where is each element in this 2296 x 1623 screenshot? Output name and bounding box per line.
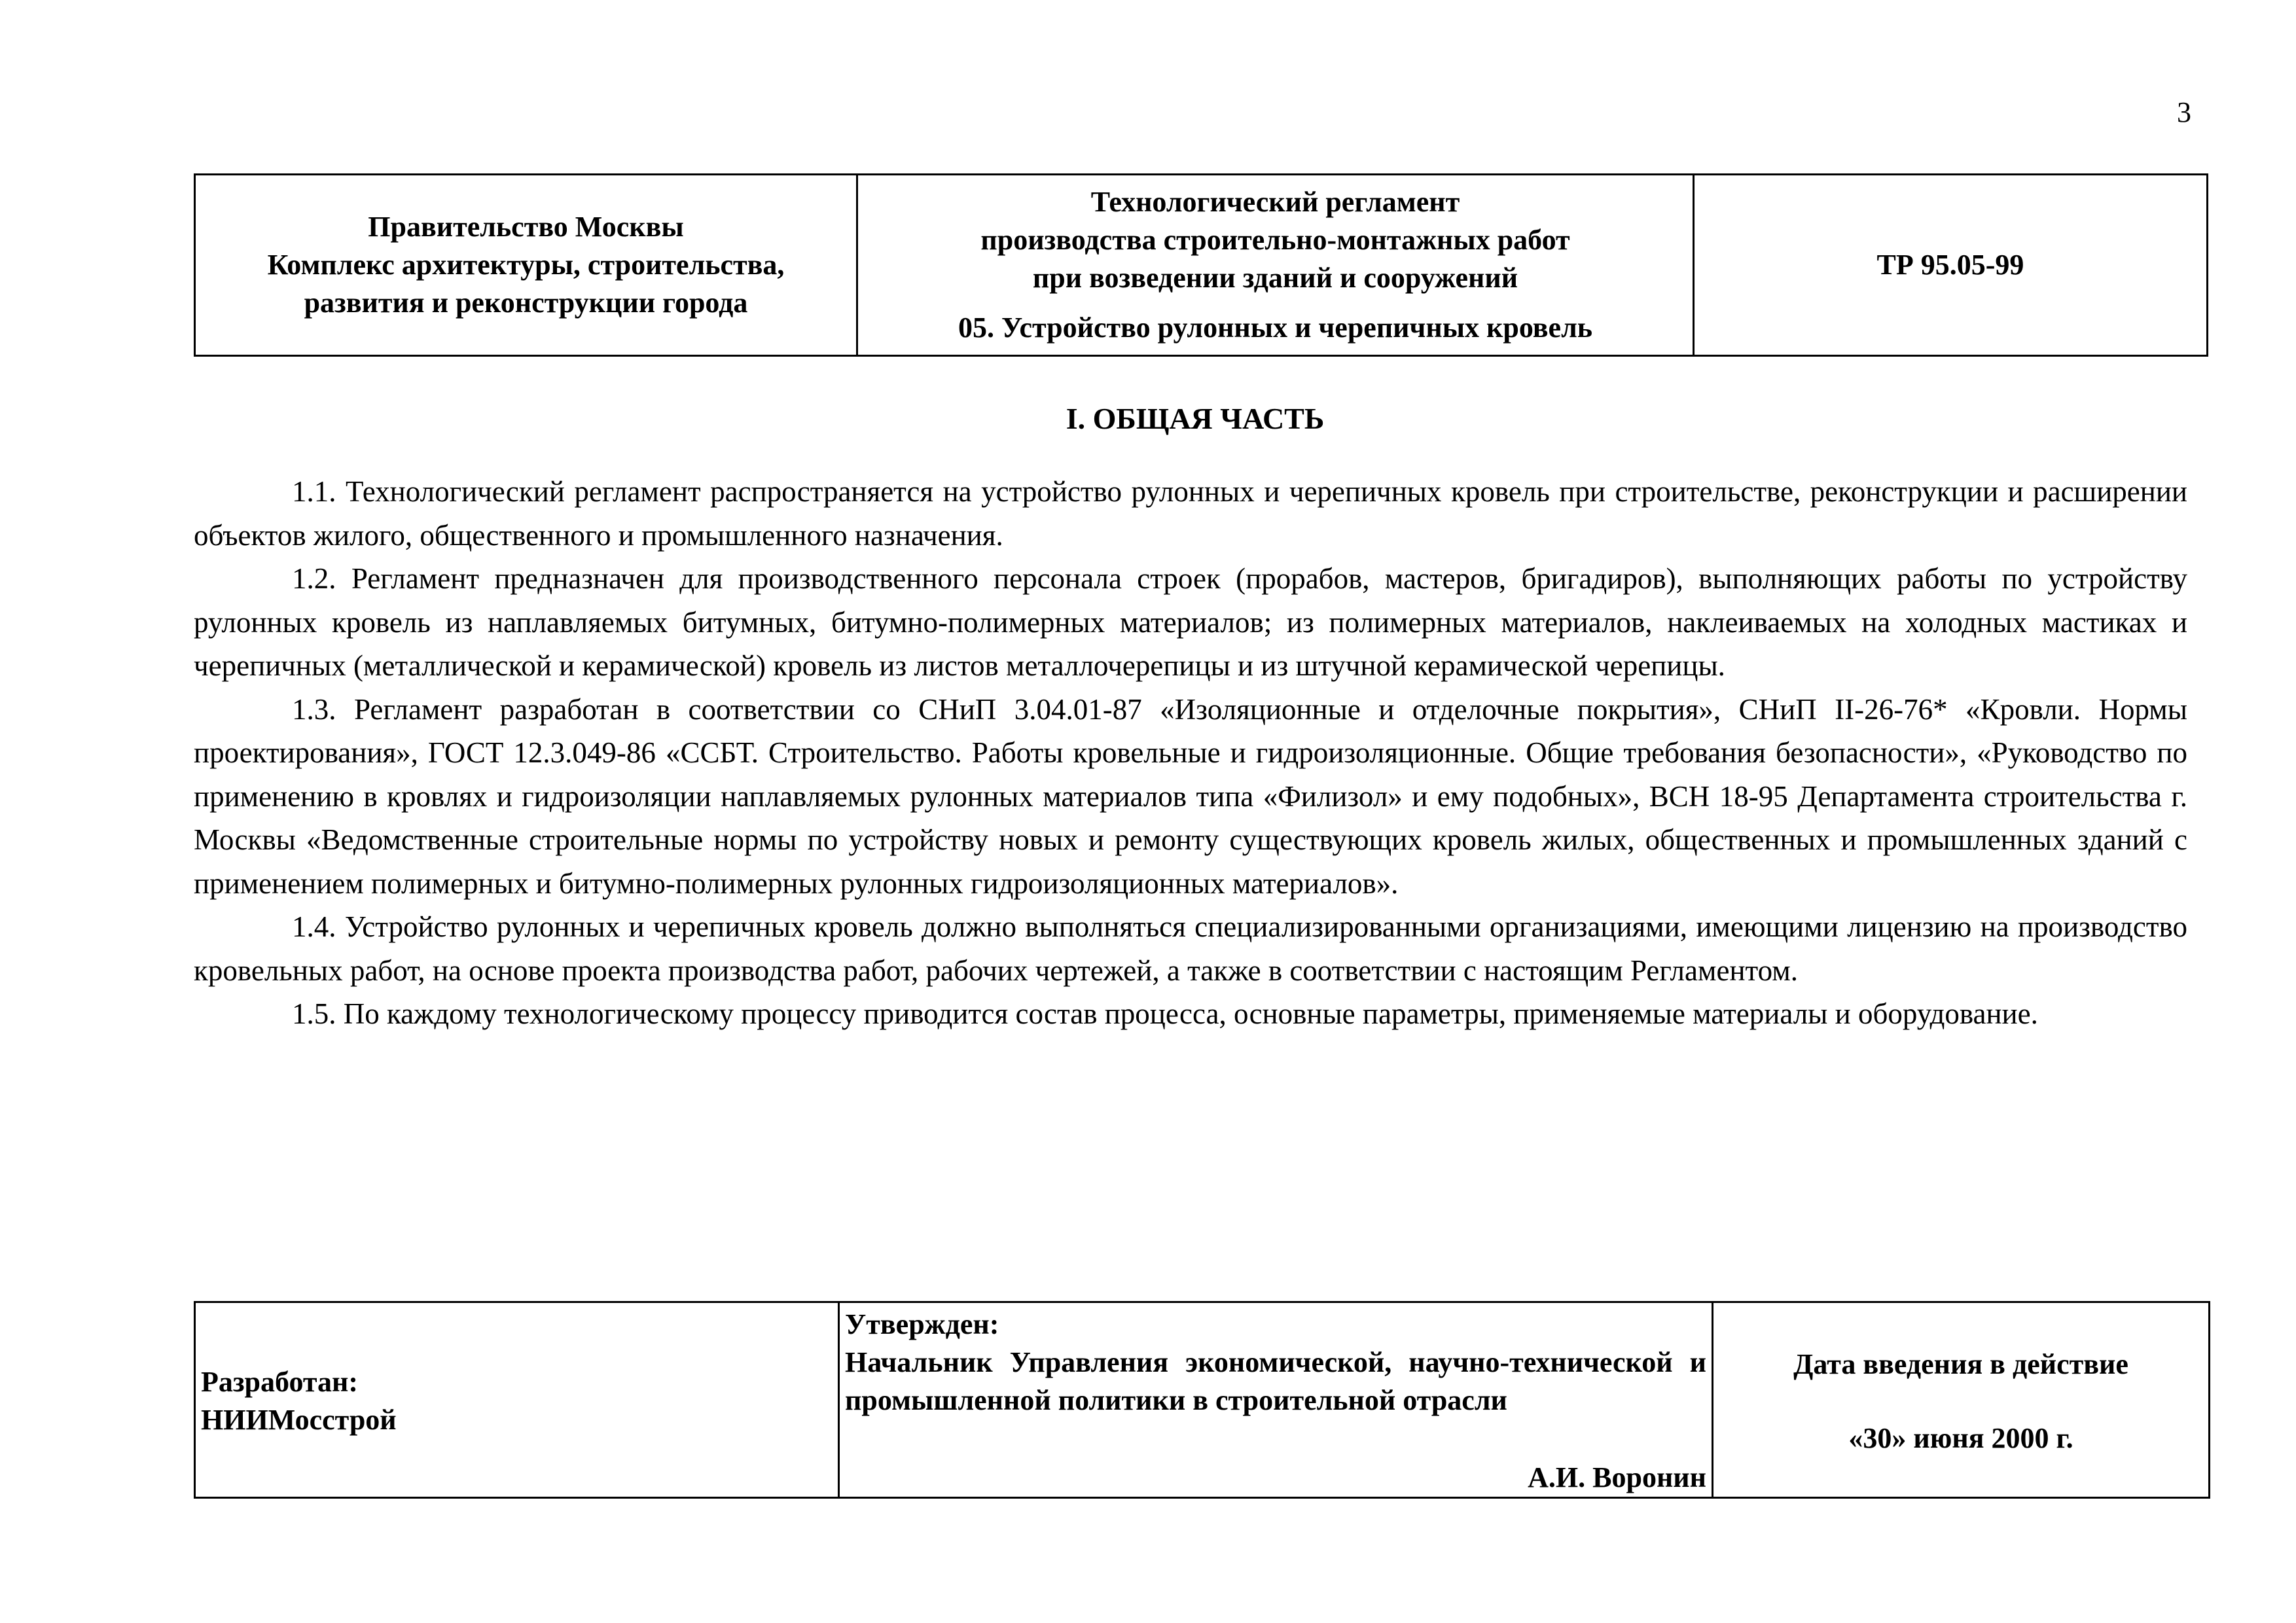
- paragraph: 1.2. Регламент предназначен для производственного персонала строек (прорабов, мастеров, бригадиров), выполняющих работы по устройству рулонных кровель из наплавляемых битумных, битумно-полимерных материалов; из полимерных материалов, наклеиваемых на холодных мастиках и черепичных (металлической и керамической) кровель из листов металлочерепицы и из штучной керамической черепицы.: [194, 562, 2187, 682]
- document-header-table: [194, 173, 2208, 357]
- approver-position: Начальник Управления экономической, научно-технической и промышленной политики в строительной отрасли: [845, 1346, 1706, 1416]
- paragraph: 1.3. Регламент разработан в соответствии со СНиП 3.04.01-87 «Изоляционные и отделочные покрытия», СНиП II-26-76* «Кровли. Нормы проектирования», ГОСТ 12.3.049-86 «ССБТ. Строительство. Работы кровельные и гидроизоляционные. Общие требования безопасности», «Руководство по применению в кровлях и гидроизоляции наплавляемых рулонных материалов типа «Филизол» и ему подобных», ВСН 18-95 Департамента строительства г. Москвы «Ведомственные строительные нормы по устройству новых и ремонту существующих кровель жилых, общественных и промышленных зданий с применением полимерных и битумно-полимерных рулонных гидроизоляционных материалов».: [194, 692, 2187, 900]
- document-code: ТР 95.05-99: [1694, 175, 2208, 356]
- approver-name: А.И. Воронин: [1528, 1461, 1706, 1493]
- document-title-line: при возведении зданий и сооружений: [1032, 262, 1518, 294]
- document-footer-table: [194, 1301, 2210, 1499]
- approval-cell: [839, 1302, 1713, 1498]
- section-heading: I. ОБЩАЯ ЧАСТЬ: [1066, 402, 1325, 435]
- body-text: [194, 470, 2187, 1036]
- document-title-cell: [857, 175, 1694, 356]
- paragraph: 1.5. По каждому технологическому процессу приводится состав процесса, основные параметры, применяемые материалы и оборудование.: [292, 997, 2038, 1030]
- document-title-line: Технологический регламент: [1090, 186, 1460, 218]
- effective-date-label: Дата введения в действие: [1793, 1347, 2128, 1380]
- document-title-line: производства строительно-монтажных работ: [980, 224, 1570, 256]
- organization-line: Правительство Москвы: [368, 211, 684, 243]
- organization-line: Комплекс архитектуры, строительства,: [267, 249, 785, 281]
- developer-name: НИИМосстрой: [201, 1404, 397, 1436]
- organization-cell: [195, 175, 857, 356]
- effective-date-value: «30» июня 2000 г.: [1848, 1421, 2073, 1454]
- developer-label: Разработан:: [201, 1366, 359, 1398]
- effective-date-cell: [1713, 1302, 2210, 1498]
- paragraph: 1.4. Устройство рулонных и черепичных кровель должно выполняться специализированными организациями, имеющими лицензию на производство кровельных работ, на основе проекта производства работ, рабочих чертежей, а также в соответствии с настоящим Регламентом.: [194, 910, 2187, 987]
- approved-label: Утвержден:: [845, 1308, 999, 1340]
- paragraph: 1.1. Технологический регламент распространяется на устройство рулонных и черепичных кровель при строительстве, реконструкции и расширении объектов жилого, общественного и промышленного назначения.: [194, 475, 2187, 552]
- organization-line: развития и реконструкции города: [304, 287, 748, 319]
- document-subtitle: 05. Устройство рулонных и черепичных кровель: [958, 312, 1593, 344]
- developer-cell: [195, 1302, 839, 1498]
- page-number: 3: [2177, 96, 2191, 128]
